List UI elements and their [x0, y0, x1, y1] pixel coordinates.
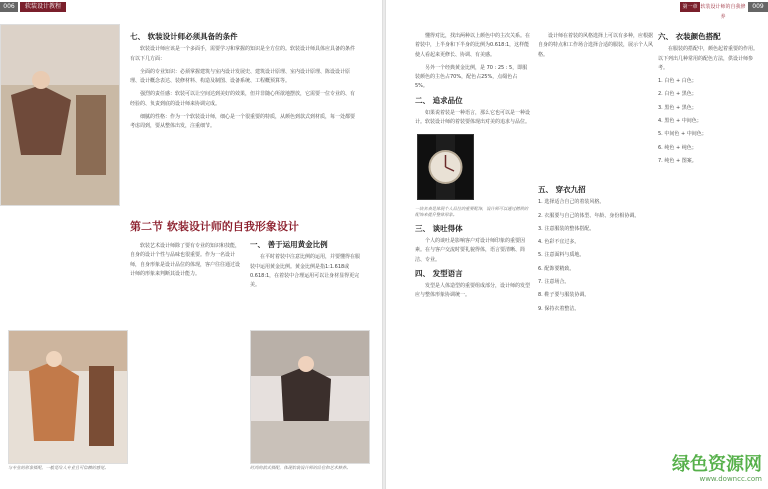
hair-heading: 四、 发型语言: [415, 268, 463, 278]
color-match-intro: 在服装的搭配中，颜色起着重要的作用。以下列出几种常用的配色方法，供设计师参考。: [658, 46, 759, 71]
chapter-badge: 第一章: [680, 2, 700, 12]
speech-text: 个人的谈吐是影响客户对设计师印象的重要因素。在与客户交流时要礼貌得体，语言要清晰、简洁、专业。: [415, 237, 526, 263]
color-item: 6. 纯色 + 纯色；: [658, 144, 697, 151]
section2-col1-text: 软装艺术设计师除了要有专业的知识和技能，自身的设计个性与品味也很重要。作为一名设计师，自身形象是设计品位的体现，客户往往通过设计师的形象来判断其设计能力。: [130, 243, 241, 277]
color-item: 1. 白色 + 白色；: [658, 78, 697, 85]
nine-tip-item: 2. 衣服要与自己的体型、年龄、身份相协调。: [538, 212, 640, 219]
taste-heading: 二、 追求品位: [415, 95, 463, 105]
hair-text: 发型是人体造型的重要组成部分，设计师的发型应与整体形象协调统一。: [415, 283, 531, 299]
chapter-subtitle: 软装设计师的自我修养: [700, 4, 746, 20]
photo-right-bottom: [250, 330, 370, 464]
right-col1-p2: 另外一个经典黄金比例，是 70 : 25 : 5，即服装颜色的主色占70%，配色占25%，点缀色占5%。: [415, 64, 528, 90]
right-col2-p1: 设计师在着装的风格选择上可以有多种，应根据自身的特点和工作场合选择合适的服装，展示个人风格。: [538, 33, 654, 58]
top-photo-graphic: [1, 25, 119, 205]
left-page-header: [0, 0, 382, 14]
right-page-number: 009: [748, 2, 768, 12]
section7-p2: 强烈的责任感：软装可以让空间达到美好的效果，但并非随心所欲地摆放，它需要一位专业的、有经验的、负责到底的设计师来协调完成。: [130, 91, 356, 107]
watermark-main: 绿色资源网: [672, 454, 762, 475]
left-page: [0, 0, 382, 489]
speech-heading: 三、 谈吐得体: [415, 223, 463, 233]
right-page-header: [386, 0, 768, 20]
golden-ratio-heading: 一、 善于运用黄金比例: [250, 240, 328, 249]
left-page-number: 006: [0, 2, 18, 12]
nine-tip-item: 4. 色彩不宜过多。: [538, 239, 580, 246]
section7-p3: 细腻的性格：作为一个软装设计师，细心是一个很重要的特质，从颜色到款式到材质，每一处都要考虑周到，要从整体出发，注重细节。: [130, 114, 356, 130]
section7-heading: 七、 软装设计师必须具备的条件: [130, 32, 238, 41]
right-col1-p1: 懂得对比，找出两种以上颜色中的主次关系。在着装中，上半身和下半身的比例为0.618:1，这样能使人看起来更修长、协调、有美感。: [415, 33, 531, 58]
nine-tip-item: 9. 保持衣着整洁。: [538, 305, 580, 312]
nine-tip-item: 5. 注意面料与质地。: [538, 252, 585, 259]
color-match-heading: 六、 衣装颜色搭配: [658, 32, 721, 41]
top-photo: [0, 24, 120, 206]
nine-tip-item: 7. 注意场合。: [538, 279, 570, 286]
section2-title: 第二节 软装设计师的自我形象设计: [130, 220, 299, 233]
color-item: 5. 中间色 + 中间色；: [658, 131, 707, 138]
section7-intro: 软装设计师应该是一个多面手，需要学习和掌握的知识是全方位的。软装设计师具体应具备的条件有以下几方面：: [130, 46, 356, 62]
watch-image: [417, 134, 474, 200]
nine-tip-item: 1. 选择适合自己的着装风格。: [538, 199, 605, 206]
taste-text: 如果说着装是一种语言，那么它也可以是一种设计。软装设计师的着装要体现出对美的追求与品位。: [415, 110, 531, 126]
color-item: 2. 白色 + 黑色；: [658, 91, 697, 98]
photo-right-graphic: [251, 331, 369, 463]
caption-right: 时尚的款式搭配，体现软装设计师的品位和艺术修养。: [250, 465, 351, 470]
watermark-url: www.downcc.com: [699, 475, 762, 483]
caption-left: 与专业的形象搭配，一般是给人专业且可信赖的感觉。: [8, 465, 109, 470]
photo-left-bottom: [8, 330, 128, 464]
watch-graphic: [418, 135, 473, 199]
right-col1: [415, 32, 530, 305]
section2-col1: [130, 242, 240, 283]
book-title: 软装设计教程: [20, 2, 66, 12]
right-col3: [658, 32, 758, 170]
section7-p1: 全面的专业知识：必须掌握建筑与室内设计发展史、建筑设计原理、室内设计原理、陈设设计原理、设计概念表达、装修材料、构造及制图、设备系统、工程概预算等。: [130, 68, 351, 85]
photo-left-graphic: [9, 331, 127, 463]
section2-col2: [250, 240, 362, 294]
right-col2: [538, 32, 656, 64]
color-item: 3. 黑色 + 黑色；: [658, 104, 697, 111]
nine-tips-heading: 五、 穿衣九招: [538, 185, 586, 194]
watch-caption: 一块名表是体现个人品位的重要配饰，设计师可以通过精致的配饰来提升整体形象。: [415, 205, 529, 217]
color-item: 7. 纯色 + 图案。: [658, 157, 697, 164]
watermark: [642, 455, 762, 484]
nine-tip-item: 6. 配饰要精致。: [538, 265, 575, 272]
nine-tips-section: [538, 185, 656, 318]
nine-tip-item: 3. 注意服装的整体搭配。: [538, 225, 595, 232]
color-item: 4. 黑色 + 中间色；: [658, 118, 702, 125]
section7-block: [130, 32, 358, 136]
nine-tip-item: 8. 鞋子要与服装协调。: [538, 292, 590, 299]
golden-ratio-text: 在平时着装中注意比例的运用，并要懂得在服装中运用黄金比例。黄金比例是指1:1.618或0.618:1，在着装中合理运用可以让身材显得更完美。: [250, 254, 361, 289]
